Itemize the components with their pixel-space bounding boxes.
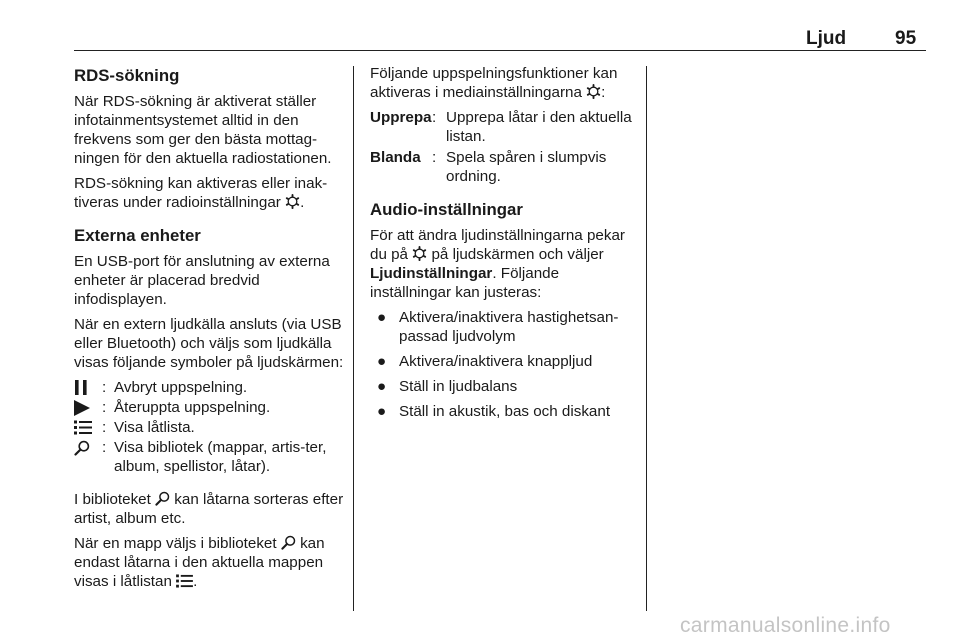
symbol-row-play: : Återuppta uppspelning. [74, 398, 346, 417]
list-icon [74, 420, 92, 435]
symbol-row-search: : Visa bibliotek (mappar, artis-ter, album, spellistor, låtar). [74, 438, 346, 476]
gear-icon [412, 246, 427, 261]
search-icon [74, 440, 90, 456]
column-divider-right [646, 66, 647, 611]
search-icon [281, 535, 296, 550]
gear-icon [586, 84, 601, 99]
definition-row-repeat: Upprepa : Upprepa låtar i den aktuella listan. [370, 109, 632, 145]
audio-paragraph: För att ändra ljudinställningarna pekar du på på ljudskärmen och väljer Ljudinställningar. Följande inställningar kan justeras: [370, 227, 625, 301]
running-header-title: Ljud [806, 28, 847, 49]
list-item: ● Ställ in ljudbalans [377, 378, 518, 395]
rds-paragraph-1: När RDS-sökning är aktiverat ställer infotainmentsystemet alltid in den frekvens som ger den bästa mottag-ningen för den aktuella radiostationen. [74, 93, 332, 167]
page-number: 95 [895, 28, 917, 49]
library-paragraph-1: I biblioteket kan låtarna sorteras efter artist, album etc. [74, 491, 344, 527]
external-paragraph-2: När en extern ljudkälla ansluts (via USB eller Bluetooth) och väljs som ljudkälla visas följande symboler på ljudskärmen: [74, 316, 344, 371]
definition-row-shuffle: Blanda : Spela spåren i slumpvis ordning. [370, 149, 607, 185]
text-column-2 [370, 64, 636, 427]
search-icon [155, 491, 170, 506]
rds-paragraph-2: RDS-sökning kan aktiveras eller inak-tiveras under radioinställningar . [74, 175, 328, 211]
definition-list [370, 108, 636, 186]
audio-settings-list [370, 308, 636, 421]
list-item: ● Ställ in akustik, bas och diskant [377, 403, 611, 420]
external-paragraph-1: En USB-port för anslutning av externa enheter är placerad bredvid infodisplayen. [74, 253, 330, 308]
header-rule [74, 50, 926, 51]
symbol-row-pause: : Avbryt uppspelning. [74, 378, 346, 397]
column-divider-left [353, 66, 354, 611]
rds-heading: RDS-sökning [74, 66, 180, 85]
list-item: ● Aktivera/inaktivera hastighetsan-passad ljudvolym [377, 309, 619, 345]
external-devices-heading: Externa enheter [74, 226, 201, 245]
pause-icon [74, 380, 88, 395]
playback-intro: Följande uppspelningsfunktioner kan aktiveras i mediainställningarna : [370, 65, 618, 101]
gear-icon [285, 194, 300, 209]
list-icon [176, 574, 193, 588]
symbol-row-list: : Visa låtlista. [74, 418, 346, 437]
library-paragraph-2: När en mapp väljs i biblioteket kan endast låtarna i den aktuella mappen visas i låtlistan . [74, 535, 325, 590]
audio-settings-heading: Audio-inställningar [370, 200, 523, 219]
symbol-list [74, 378, 346, 476]
list-item: ● Aktivera/inaktivera knappljud [377, 353, 593, 370]
text-column-1 [74, 64, 346, 597]
watermark: carmanualsonline.info [680, 614, 891, 637]
play-icon [74, 400, 90, 416]
